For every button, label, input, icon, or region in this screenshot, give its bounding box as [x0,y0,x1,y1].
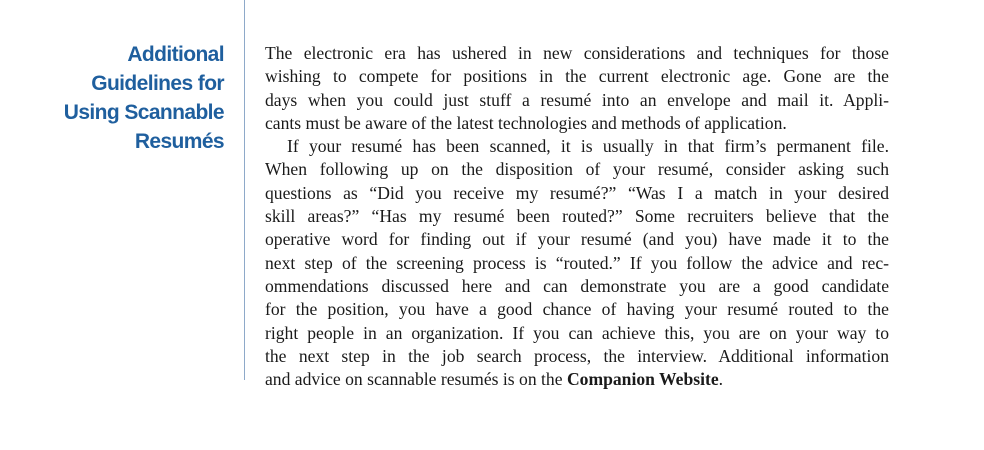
vertical-divider [244,0,245,380]
final-line-period: . [718,369,724,390]
text-line: If your resumé has been scanned, it is usually in that firm’s permanent file. [287,136,889,157]
heading-line: Resumés [134,130,224,153]
paragraph-2 [265,135,889,391]
heading-line: Additional [127,43,224,66]
text-line: When following up on the disposition of your resumé, consider asking such [265,159,889,180]
heading-line: Guidelines for [91,72,224,95]
text-line: cants must be aware of the latest technologies and methods of application. [265,112,787,133]
text-line: skill areas?” “Has my resumé been routed?” Some recruiters believe that the [265,206,889,227]
text-line: The electronic era has ushered in new considerations and techniques for those [265,43,889,63]
text-line: days when you could just stuff a resumé into an envelope and mail it. Appli- [265,89,889,110]
text-line: ommendations discussed here and can demonstrate you are a good candidate [265,275,889,296]
text-line: questions as “Did you receive my resumé?” “Was I a match in your desired [265,182,889,203]
text-line: right people in an organization. If you can achieve this, you are on your way to [265,322,889,343]
text-line-final [265,368,889,391]
companion-website-reference: Companion Website [566,369,719,390]
text-line: next step of the screening process is “routed.” If you follow the advice and rec- [265,252,889,273]
paragraph-1 [265,42,889,135]
section-heading [40,40,224,156]
text-line: for the position, you have a good chance of having your resumé routed to the [265,299,889,320]
text-line: operative word for finding out if your resumé (and you) have made it to the [265,229,889,250]
text-line: wishing to compete for positions in the current electronic age. Gone are the [265,66,889,87]
text-line: the next step in the job search process, the interview. Additional information [265,345,889,366]
heading-line: Using Scannable [63,101,224,124]
final-line-text: and advice on scannable resumés is on the [265,369,567,390]
body-text [265,42,889,391]
